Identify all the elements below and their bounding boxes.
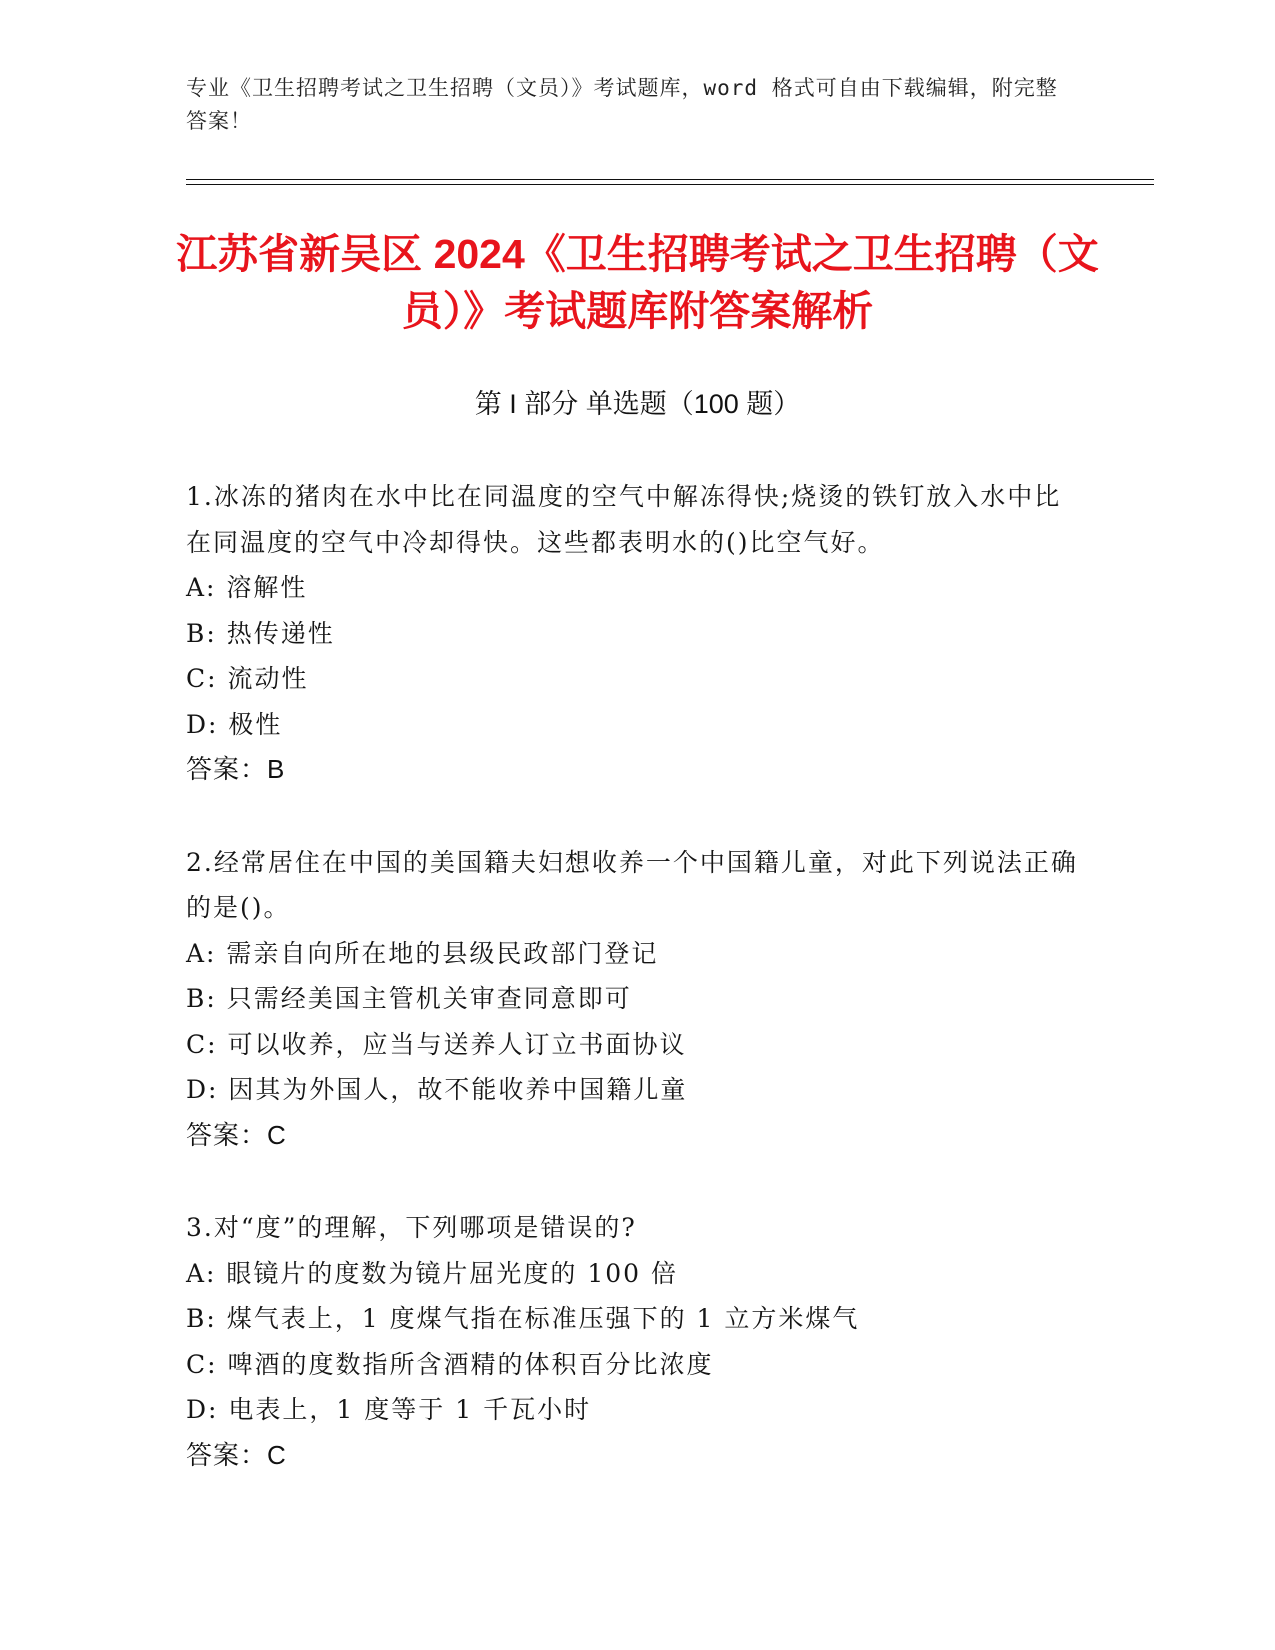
question-item	[186, 474, 1086, 793]
question-item	[186, 1205, 1086, 1478]
answer-line	[186, 1433, 1086, 1479]
option-d: D: 因其为外国人，故不能收养中国籍儿童	[186, 1075, 688, 1104]
header-divider-bottom	[186, 184, 1154, 185]
answer-label: 答案：	[186, 754, 268, 784]
option-c: C: 啤酒的度数指所含酒精的体积百分比浓度	[186, 1349, 714, 1379]
answer-value: C	[267, 1439, 286, 1470]
answer-label: 答案：	[186, 1119, 268, 1150]
answer-value: C	[267, 1119, 286, 1150]
option-b: B: 煤气表上，1 度煤气指在标准压强下的 1 立方米煤气	[186, 1304, 860, 1333]
answer-label: 答案：	[186, 1439, 268, 1470]
question-stem: 3.对“度”的理解，下列哪项是错误的?	[186, 1213, 637, 1242]
answer-line	[186, 747, 1086, 793]
option-a: A: 需亲自向所在地的县级民政部门登记	[186, 938, 659, 968]
question-item	[186, 840, 1086, 1159]
header-note: 专业《卫生招聘考试之卫生招聘（文员）》考试题库，word 格式可自由下载编辑，附完整答案！	[186, 76, 1058, 133]
section-heading: 第 I 部分 单选题（100 题）	[474, 389, 801, 419]
answer-line	[186, 1113, 1086, 1159]
question-stem: 1.冰冻的猪肉在水中比在同温度的空气中解冻得快;烧烫的铁钉放入水中比在同温度的空气中冷却得快。这些都表明水的()比空气好。	[186, 482, 1062, 557]
option-a: A: 眼镜片的度数为镜片屈光度的 100 倍	[186, 1258, 679, 1288]
option-c: C: 流动性	[186, 664, 309, 693]
question-list	[186, 474, 1086, 1525]
question-stem: 2.经常居住在中国的美国籍夫妇想收养一个中国籍儿童，对此下列说法正确的是()。	[186, 847, 1078, 922]
option-c: C: 可以收养，应当与送养人订立书面协议	[186, 1029, 687, 1059]
document-title: 江苏省新吴区 2024《卫生招聘考试之卫生招聘（文员）》考试题库附答案解析	[176, 231, 1099, 334]
answer-value: B	[267, 754, 285, 784]
header-divider-top	[186, 179, 1154, 180]
option-d: D: 电表上，1 度等于 1 千瓦小时	[186, 1395, 592, 1424]
option-d: D: 极性	[186, 709, 283, 739]
option-b: B: 热传递性	[186, 618, 335, 648]
option-a: A: 溶解性	[186, 573, 308, 602]
option-b: B: 只需经美国主管机关审查同意即可	[186, 984, 632, 1013]
